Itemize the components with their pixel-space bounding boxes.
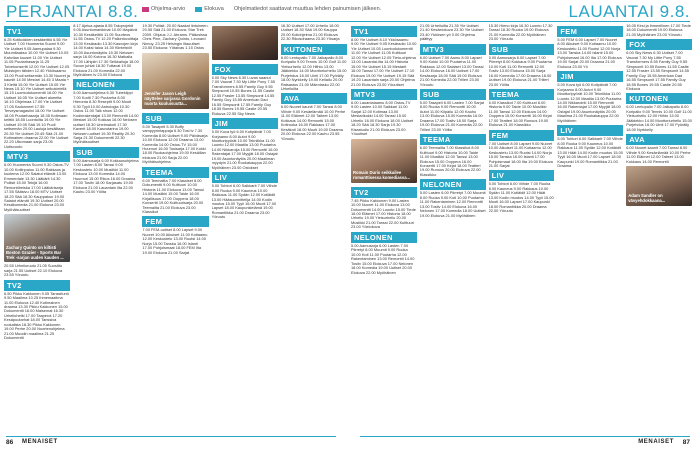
- schedule-column: [420, 24, 486, 434]
- legend: [142, 6, 381, 12]
- program-photo: [626, 166, 692, 206]
- legend-rating: Ohjelma-arvio: [142, 6, 185, 12]
- channel-header-fem: FEM: [489, 130, 555, 141]
- program-listing: 5.00 Tohtori 6.00 Salkkarit 7.00 Viihde 8.00 Ruoka 9.00 Kauneus 10.00 Rakkaus 11.00 Sydän 12.00 Kotiäidit 13.00 Hääsuunnittelija 14.00 Kodin muutos 15.00 Tyyli 16.00 Muoti 17.00 Lapset 18.00 Kaupunkielämä 19.00 Romantiikka 21.00 Draama 23.00 Yöruutu: [211, 183, 278, 220]
- channel-header-teema: TEEMA: [142, 167, 208, 178]
- program-listing: 6.00 Teemailta 7.00 Klassikot 8.00 Kulttuuri 9.00 Historia 10.00 Taide 11.00 Musiikki 12.00 Tanssi 13.00 Elokuva 15.00 Ooppera 16.00 Konsertti 17.00 Kirjat 18.00 Teatteri 19.00 Runous 20.00 Elokuva 22.00 Klassikko: [419, 145, 481, 177]
- schedule-column: [351, 24, 417, 434]
- movie-swatch-icon: [195, 7, 202, 12]
- channel-header-teema: TEEMA: [489, 89, 555, 100]
- channel-header-teema: TEEMA: [420, 134, 486, 145]
- photo-caption: Romain Duris seikkailee romanttisessa komediassa...: [353, 170, 411, 180]
- program-listing: 5.00 Tohtori 6.00 Salkkarit 7.00 Viihde 8.00 Ruoka 9.00 Kauneus 10.00 Rakkaus 11.00 Sydän 12.00 Kotiäidit 13.00 Häät 14.00 Kodin muutos 15.00 Tyyli 16.00 Muoti 17.00 Lapset 18.00 Kaupunki 19.00 Romantiikka 21.00 Draama: [557, 136, 623, 168]
- channel-header-jim: JIM: [557, 71, 623, 82]
- program-photo: [142, 53, 208, 109]
- program-listing: 6.00 Teemailta 7.00 Klassiset 8.00 Dokumentti 9.00 Kulttuuri 10.00 Historia 11.00 Elokuva 13.00 Tanssi 14.00 Musiikki 15.00 Taide 16.00 Kirjallisuus 17.00 Ooppera 18.00 Konsertti 19.00 Kulttuurisarja 20.00 Teemailta 21.00 Elokuva 23.00 Klassikot: [142, 177, 204, 214]
- channel-header-liv: LIV: [557, 125, 623, 136]
- channel-header-mtv3: MTV3: [351, 89, 417, 100]
- program-listing: 6.00 Klassikot 7.00 Kulttuuri 8.00 Historia 9.00 Taide 10.00 Musiikki 11.00 Tanssi 12.00 Elokuva 14.00 Ooppera 15.00 Konsertti 16.00 Kirjat 17.00 Teatteri 18.00 Runous 19.00 Elokuva 21.00 Klassikko: [488, 99, 552, 128]
- channel-header-tv2: TV2: [4, 280, 70, 291]
- program-listing: 6.00 Nuoret kaunit 7.00 Tanssi 8.00 Viihde 9.00 Kesäelämää 10.00 Perhe 11.00 Eläimet 12.00 Taiteet 13.00 Kokkaus 14.00 Remontti 15.00 Kotiruoka 16.00 Rakkaus 17.00 Kesäkoti 18.00 Muoti 19.00 Draama 20.00 Elokuva 22.00 Kauhu 23.55 Yöruutu: [280, 104, 346, 141]
- channel-header-mtv3: MTV3: [4, 151, 70, 162]
- left-day-title: PERJANTAI 8.8.: [6, 2, 139, 21]
- program-listing: 5.00 Aamusarja 6.00 Kokkausohjelma 7.00 Lasten 8.00 Tanssi 9.00 Keskustelu 10.00 Musiikki 11.00 Elokuva 13.00 Komedia 14.00 Huumori 15.00 Rikos 16.00 Draama 17.00 Tositv 18.00 Sarjasatu 19.00 Elokuva 21.00 Lauantain ilta 22.00 Kauhu 23.00 Yöilta: [73, 157, 139, 195]
- channel-header-sub: SUB: [142, 113, 208, 124]
- program-listing: 7.45 Pikku Kakkonen 9.00 Lasten 10.00 Nuoret 11.00 Elokuva 13.00 Dokumentti 14.00 Luonto 15.00 Tiede 16.00 Eläimet 17.00 Historia 18.00 Urheilu 19.00 Yleisurheilu 20.00 Musiikki 21.00 Tanssi 22.00 Kulttuuri 23.00 Yöelokuva: [351, 197, 416, 230]
- schedule-column: [489, 24, 555, 434]
- left-page-number: 86: [6, 439, 14, 446]
- program-photo: [351, 139, 417, 183]
- channel-header-fem: FEM: [142, 216, 208, 227]
- page-header: [0, 0, 696, 22]
- channel-header-sub: SUB: [489, 44, 555, 55]
- program-photo: [4, 214, 70, 262]
- program-listing: 16.30 Uutiset 17.00 Urheilu 18.00 Uutiset 18.30 Sää 19.00 Kauppa 20.00 Kotiohjelma 21.00 Elokuva 22.30 Rikosdraama 23.30 Yösarja: [280, 24, 340, 42]
- program-listing: 6.00 Sky News 6.30 Luvan saanut 7.00 Vauvat 7.30 My Little Pony 7.55 Transformers 8.55 Family Guy 9.55 Simpsonit 10.55 Bones 11.55 Castle 12.55 Frasier 13.55 Simpsonit 14.55 Family Guy 15.55 American Dad 16.55 Simpsonit 17.55 Family Guy 18.55 Bones 19.55 Castle 20.55 Elokuva 22.55 Sky News: [211, 75, 275, 116]
- program-listing: 5.00 Kova työ 6.00 Kotipäivät 7.00 Korjaamo 8.00 Autot 9.00 Moottoripyörät 10.00 Tekniikka 11.00 Luonto 12.00 Maatila 13.00 Puutarha 14.00 Nikkarointi 15.00 Remontti 16.00 Rakentajat 17.00 Myyjät 18.00 Ostajat 19.00 Asuntonäytös 20.00 Maailma 21.00 Ruokakauppa 22.00 Myöhäinen: [557, 82, 622, 123]
- channel-header-sub: SUB: [73, 147, 139, 158]
- footer-divider-right: [360, 436, 690, 437]
- channel-header-nelonen: NELONEN: [73, 79, 139, 90]
- program-listing: 8.00 Yle Uutiset 8.10 Ykkösaamu 9.00 Yle Uutiset 9.05 Kesäradio 10.00 Yle Uutiset 10.05 Luontodokumentti 11.00 Yle Uutiset 11.05 Kulttuuri 12.00 Yle Uutiset 12.05 Tieto-ohjelma 13.00 Lauantai-ilta 14.00 Historia 15.00 Yle Uutiset 15.15 Mestarit 16.00 Tanssi 17.00 Yle Uutiset 17.10 Elokuva 19.00 Yle Uutiset 19.15 Sää 19.20 Lauantain sarja 20.00 Ohjelma 21.00 Elokuva 23.00 Yöuutiset: [351, 37, 417, 87]
- schedule-column: [142, 24, 208, 434]
- program-listing: 6.00 Uutiset 7.00 Aamu 8.00 Lapset 9.00 Kokki 10.00 Puutarha 11.00 Rakkaus 12.00 Salaiset 13.00 Tanssi 14.00 Elokuva 16.00 Uutiset 17.00 Kesäsarja 18.00 Sää 19.00 Elokuva 21.00 Komedia 22.00 Trilleri 23.00 Yöruutu: [419, 54, 484, 87]
- footer-divider-left: [6, 436, 336, 437]
- left-brand: MENAISET: [22, 439, 58, 445]
- schedule-column: [626, 24, 692, 434]
- channel-header-nelonen: NELONEN: [351, 232, 417, 243]
- right-page-number: 87: [682, 439, 690, 446]
- program-listing: 5.00 Tasapeli 6.00 Lasten 7.00 Sarjat 8.00 Ruoka 9.00 Remontti 10.00 Autot 11.00 Kilpailu 12.00 Kauhu 13.00 Elokuva 15.00 Komedia 16.00 Draama 17.00 Tositv 18.00 Sarja 19.00 Elokuva 21.00 Komedia 22.00 Trilleri 23.00 Yöilta: [419, 99, 484, 132]
- program-listing: 6.00 Sky News 6.30 Uutiset 7.00 Vauvat 7.30 My Little Pony 7.55 Transformers 8.55 Family Guy 9.55 Simpsonit 10.55 Bones 11.55 Castle 12.55 Frasier 13.55 Simpsonit 14.55 Family Guy 15.55 American Dad 16.55 Simpsonit 17.55 Family Guy 18.55 Bones 19.55 Castle 20.55 Elokuva: [626, 50, 689, 91]
- left-page: [4, 24, 347, 434]
- channel-header-ava: AVA: [281, 93, 347, 104]
- schedule-column: [4, 24, 70, 434]
- program-listing: 6.00 Lentopallo 7.00 Jalkapallo 8.00 Koripallo 9.00 Tennis 10.00 Golf 11.00 Yleisurheilu 12.00 Hiihto 13.00 Jääkiekko 14.00 Moottoriurheilu 15.00 Purjehdus 16.00 Uinti 17.00 Pyöräily 18.00 Nyrkkeily: [626, 104, 692, 132]
- program-listing: 15.30 Hieno kirja 16.30 Luonto 17.30 Tanssi 18.30 Ruoka 19.00 Elokuva 21.00 Komedia 22.00 Myöhäinen 23.00 Yöruutu: [488, 24, 553, 42]
- channel-header-tv1: TV1: [351, 26, 417, 37]
- channel-header-sub: SUB: [420, 89, 486, 100]
- program-listing: 6.00 Lentopallo 7.00 Jalkapallo 8.00 Koripallo 9.00 Tennis 10.00 Golf 11.00 Yleisurheilu 12.00 Hiihto 13.00 Jääkiekko 14.00 Moottoriurheilu 15.00 Purjehdus 16.00 Uinti 17.00 Pyöräily 18.00 Nyrkkeily 19.00 Keilailu 20.00 Ratsastus 21.00 Mäenlasku 22.00 Urheiluilta: [280, 54, 347, 91]
- schedule-column: [281, 24, 347, 434]
- photo-caption: Adam Sandler on vävyehdokkaana...: [628, 193, 666, 204]
- channel-header-liv: LIV: [212, 172, 278, 183]
- program-listing: 5.00 Kova työ 6.00 Kotipäivät 7.00 Korjaamo 8.00 Autot 9.00 Moottoripyörät 10.00 Tekniikka 11.00 Luonto 12.00 Maatila 13.00 Puutarha 14.00 Nikkaroija 15.00 Remontti 16.00 Rakentajat 17.00 Myyjät 18.00 Ostajat 19.00 Asuntonäytös 20.00 Maailman myydyin 21.00 Ruokakauppa 22.00 Myöhäinen 23.00 Ostokset: [211, 129, 278, 170]
- right-day-title: LAUANTAI 9.8.: [568, 2, 690, 21]
- photo-caption: Zachary Quinto on kiltisti Boston Grazier - Sports Bar Trek -sarjan uuden kauden ...: [6, 244, 64, 260]
- program-listing: 21.05 Urheiluilta 21.35 Yle Uutiset 21.40 Kesäelokuva 23.30 Yle Uutiset 23.40 Ykkösen yö 0.00 Ohjelma päättyy: [419, 24, 484, 42]
- channel-header-tv1: TV1: [4, 26, 70, 37]
- channel-header-tv2: TV2: [351, 187, 417, 198]
- channel-header-fem: FEM: [557, 26, 623, 37]
- rating-swatch-icon: [142, 7, 149, 12]
- program-listing: 19.30 Poliisit. 20.00 Naakat lintuineen. 20.55 Sää 21.00 Elokuva: Star Trek 2009. Ohjaus J.J. Abrams. Pääosissa Chris Pine, Zachary Quinto, Leonard Nimoy. 23.25 Helsingin iltauutiset 23.50 Elokuva: Yötaivas 1.15 Ostos: [142, 24, 209, 51]
- program-listing: 6.00 Nuoret kaunit 7.00 Tanssi 8.00 Viihde 9.00 Kesäelämää 10.00 Perhe 11.00 Eläimet 12.00 Taiteet 13.00 Kokkaus 14.00 Remontti: [626, 145, 691, 164]
- program-listing: 5.00 Aamusarja 6.00 Lasten 7.00 Piirretyt 8.00 Muumit 9.00 Ruoka 10.00 Koti 11.00 Puutarha 12.00 Rakentaminen 13.00 Remontti 14.00 Tositv 15.00 Elokuva 17.00 Nelonen 18.00 Komedia 19.00 Uutiset 20.00 Elokuva 22.00 Myöhäinen: [351, 242, 415, 275]
- program-listing: 6.50 Pikku Kakkonen 9.05 Tanssitunti 9.50 Maailma 10.25 Ihmemaailma 11.00 Elokuva 12.40 Kotimainen draama 13.30 Pikku Kakkonen 15.00 Dokumentti 16.00 Maisemat 16.30 Urheiluhetki 17.00 Taaperot 17.20 Kesäpuutarhat 18.00 Tanssiva ruokalista 18.30 Pikku Kakkonen 19.00 Perhe 20.00 Nuortenohjelma 21.00 Muodin maailma 21.25 Dokumentti: [4, 290, 69, 341]
- channel-header-jim: JIM: [212, 118, 278, 129]
- program-listing: 6.00 Huomenta Suomi 9.30 Ostos-TV 10.00 Kotiinpaluu 11.00 Rakkaus ja kuolema 12.00 Salatut elämät 13.00 Emmerdale 13.30 Lääkärit 14.30 Poliisit 15.00 Tekijä 16.00 Remonttireiska 17.00 Lääkärisarja 17.55 Sääsivu 18.00 MTV Uutiset 18.20 Sää 18.30 Kauppakuu 19.00 Salatut elämät 19.30 Uutiset 20.00 Kesäkomedia 21.00 Elokuva 23.00 Myöhäisuutiset: [4, 162, 69, 212]
- channel-header-nelonen: NELONEN: [420, 179, 486, 190]
- channel-header-ava: AVA: [626, 134, 692, 145]
- program-photo: [212, 26, 278, 60]
- channel-header-mtv3: MTV3: [420, 44, 486, 55]
- channel-header-fox: FOX: [626, 39, 692, 50]
- legend-movie: Elokuva: [195, 6, 224, 12]
- program-listing: 6.25 Kotikokkien kesäkeittiö 6.55 Yle Uutiset 7.00 Huomenta Suomi 9.00 Yle Uutiset 9.05 Aamupalaa 9.30 Muumilaakso 10.00 Yle Uutiset 10.05 Kahvilan kuuset 11.00 Yle Uutiset 11.05 Puutarhasarja 11.25 Toivekonsertti 12.00 Yle Uutiset 12.05 Muistojen tähden 12.40 Ykkösaamu 13.00 Puoli seitsemän 13.30 Nuoret ja kauniit 14.00 Mestari 14.45 3 Maata + 3 Kieltä 15.00 Yle Uutiset 15.05 Yle News 15.10 Yle Uutiset selkokielellä 15.15 Luontodokumentti 16.00 Yle Uutiset 16.05 Yle Uutiset alueelta 16.10 Ohjelmaa 17.00 Yle Uutiset 17.05 Kadonneet 17.55 Terveysmagasiini 18.00 Yle Uutiset 18.05 Puutarhasarja 18.35 Kotimaan keittiö 18.55 Luontoilta 19.00 Yle Uutiset 19.05 Sää 19.10 Puoli seitsemän 20.00 Lauluja kesäiltaan 20.30 Yle Uutiset 20.45 Sää 21.00 Kotimainen draama 22.00 Yle Uutiset 22.20 Ulkomaan sarja 23.05 Uutisvuoto: [4, 37, 70, 149]
- right-page: [351, 24, 692, 434]
- program-listing: 16.05 Kirsi ja ihmeellinen 17.00 Tiede 18.00 Dokumentti 19.00 Elokuva 21.00 Myöhäinen 23.00 Yöruutu: [626, 24, 691, 37]
- photo-caption: Jennifer Jason Leigh näyttelee sarjassa Gordonin nuorta kuuluisuutta...: [144, 91, 201, 106]
- program-listing: 8.17 Ajelua ajasta 8.55 Taloprojekti 9.05 Asuntomarkkinat 10.00 Iltapäivä 10.30 Kesäkeittiö 11.05 Suurteos 11.55 Ostos-TV 12.20 Palkintovoittaja 13.00 Kesäradio 13.30 Kasvojen kirja 14.00 Kaksi taloa 14.30 Kiinteistöt 15.00 Asuntonäytös 15.30 Nelosen sarja 16.00 Kotona 16.30 Matkalla 17.00 Lähipiiri 17.30 Seikkailuja 18.00 Suvun juhlat 18.30 Tuttavat 19.00 Elokuva 21.00 Komedia 22.00 Myöhäinen tv 23.00 Elokuva: [73, 24, 139, 77]
- schedule-column: [73, 24, 139, 434]
- channel-header-fox: FOX: [212, 64, 278, 75]
- program-listing: 7.00 Uutiset 8.00 Lapset 9.00 Nuoret 10.00 Aikuiset 11.00 Kotiaamu 12.00 Keskustelu 13.00 Ruotsi 14.00 Norja 15.00 Tanska 16.00 Islanti 17.00 Pohjoismaat 18.00 Ilta 19.00 Elokuva 21.00 Sarjat: [488, 140, 553, 168]
- program-listing: 20.55 Urheiluruutu 21.05 Suosittu sarja 21.55 Uutiset 22.10 Elokuva 23.55 Yöruutu: [4, 263, 63, 278]
- program-listing: 6.00 Lauantaiaamu 8.00 Ostos-TV 9.00 Lasten 10.00 Salkkari 11.00 Sarjat 12.00 Kotimaa 13.00 Mestarikokki 14.00 Tanssi 15.00 Urheilu 16.00 Elokuva 18.00 Uutiset 18.20 Sää 18.30 Sarja 19.30 Kisastudio 21.00 Elokuva 23.00 Yöuutiset: [351, 99, 414, 137]
- header-divider: [6, 21, 690, 22]
- page-footer: [0, 436, 696, 450]
- schedule-column: [212, 24, 278, 434]
- program-listing: 5.00 Tohtori 6.00 Viihde 7.00 Ruoka 8.00 Kauneus 9.00 Rakkaus 10.00 Sydän 11.00 Kotiäidit 12.00 Häät 13.00 Kodin muutos 14.00 Tyyli 15.00 Muoti 16.00 Lapset 17.00 Kaupunki 18.00 Romantiikka 20.00 Draama 22.00 Yöruutu: [488, 181, 554, 214]
- channel-header-liv: LIV: [489, 170, 555, 181]
- program-listing: 5.00 Tasapeli 5.30 Buffy vampyyrintappaja 6.30 Tosi tv 7.30 Komedia 8.00 Uutiset 9.00 Päiväsarja 10.00 Elokuva 12.00 Draama 13.00 Komedia 14.00 Ostos-TV 15.00 Huumori 16.00 Tosisarja 17.00 Kokki 18.00 Ruokaohjelma 19.00 Kesäillan elokuva 21.00 Sarja 22.00 Myöhäisohjelma: [142, 123, 208, 165]
- schedule-column: [557, 24, 623, 434]
- program-listing: 5.00 FEM 6.00 Lapset 7.00 Nuoret 8.00 Aikuiset 9.00 Kotiaamu 10.00 Keskustelu 11.00 Ruotsi 12.00 Norja 13.00 Tanska 14.00 Islanti 15.00 Pohjoismaat 16.00 Ilta 17.00 Elokuva 19.00 Sarjat 20.00 Draama 21.00 Elokuva 23.00 Yö: [557, 37, 622, 69]
- program-listing: 5.00 Aamusarja 6.00 Lapset 7.00 Piirretyt 8.00 Kokkaus 9.00 Puutarha 10.00 Koti 11.00 Remontti 12.00 Tositv 13.00 Elokuva 15.00 Sarja 16.00 Komedia 17.00 Draama 18.00 Uutiset 19.00 Elokuva 21.00 Trilleri 23.00 Yöilta: [488, 54, 552, 87]
- program-listing: 5.00 Lasten 6.00 Piirretyt 7.00 Muumit 8.00 Ruoka 9.00 Koti 10.00 Puutarha 11.00 Rakentaminen 12.00 Remontti 13.00 Tositv 14.00 Elokuva 16.00 Nelonen 17.00 Komedia 18.00 Uutiset 19.00 Elokuva 21.00 Myöhäinen: [419, 190, 486, 218]
- legend-disclaimer: Ohjelmatiedot saattavat muuttua lehden painumisen jälkeen.: [233, 6, 382, 12]
- channel-header-kutonen: KUTONEN: [626, 93, 692, 104]
- right-brand: MENAISET: [638, 439, 674, 445]
- program-listing: 5.00 Aamuohjelma 6.30 Tubeklippi 7.00 Kodit 7.30 Puutarha 8.00 Hieronta 8.30 Reseptit 9.00 Muoti 9.30 Tyyli 10.00 Astrologia 10.30 Ostos 11.00 Talk show 12.00 Kodinrakentajat 13.00 Remontti 14.00 Mestari 15.00 Kokkaa 16.00 Nelosen uutiset 16.30 Unelmakoti 17.30 Kaverit 18.00 Kasvutarina 19.00 Nelosen uutiset 19.30 Reality 20.30 Sarja 21.30 Dokumentti 22.30 Myöhäisuutiset: [73, 90, 139, 145]
- channel-header-kutonen: KUTONEN: [281, 44, 347, 55]
- program-listing: 7.00 FEM-uutiset 8.00 Lapset 9.00 Nuoret 10.00 Aikuiset 11.00 Kotiaamu 12.00 Keskustelu 13.00 Ruotsi 14.00 Norja 15.00 Tanska 16.00 Islanti 17.00 Pohjoismaat 18.00 FEM Ilta 19.00 Elokuva 21.00 Sarjat: [142, 227, 208, 255]
